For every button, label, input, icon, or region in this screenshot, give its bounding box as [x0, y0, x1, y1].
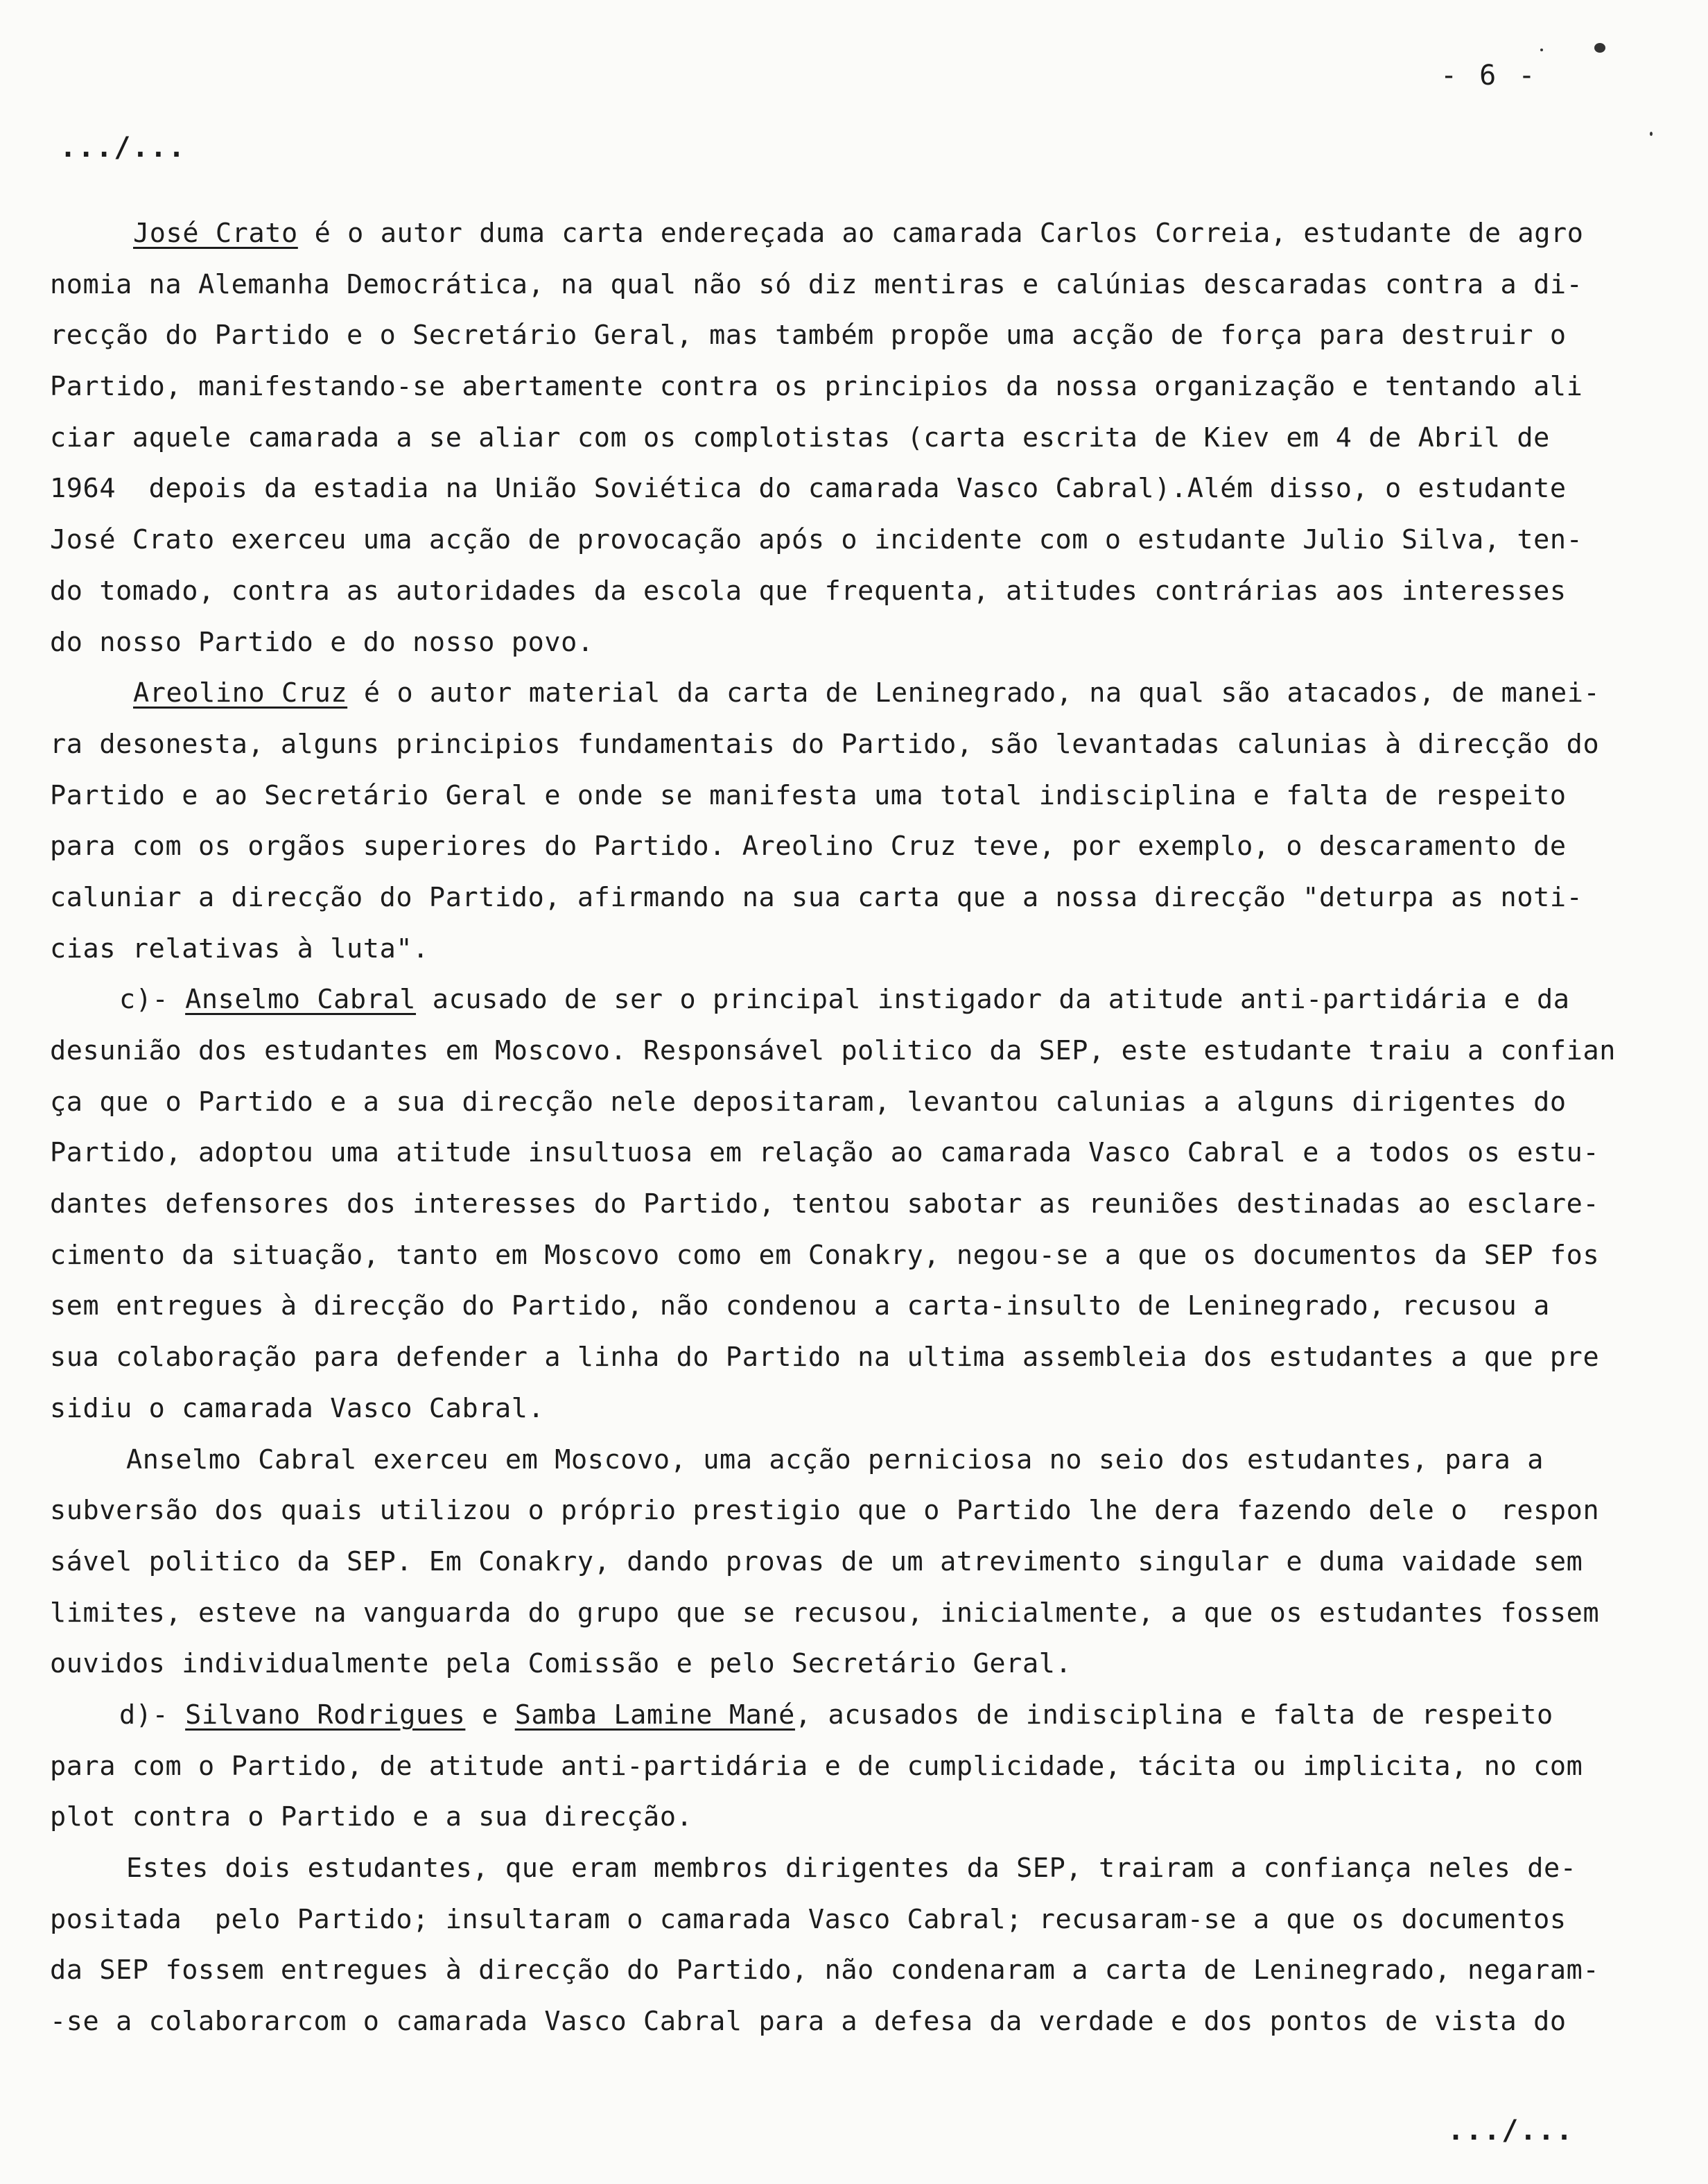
text-run: Estes dois estudantes, que eram membros dirigentes da SEP, trairam a confiança neles de- [126, 1853, 1577, 1884]
paragraph [50, 1690, 1585, 1843]
paragraph [50, 974, 1616, 1434]
text-line [50, 719, 1600, 770]
text-run: 1964 depois da estadia na União Soviética do camarada Vasco Cabral).Além disso, o estudante [50, 473, 1567, 505]
text-run: Partido e ao Secretário Geral e onde se manifesta uma total indisciplina e falta de respeito [50, 779, 1567, 811]
text-run: e [465, 1699, 515, 1731]
text-line [50, 1690, 1585, 1741]
text-run: positada pelo Partido; insultaram o camarada Vasco Cabral; recusaram-se a que os documentos [50, 1903, 1567, 1935]
ink-speck [1650, 132, 1653, 136]
text-line [50, 1025, 1616, 1077]
text-line [50, 974, 1585, 1025]
text-run: é o autor material da carta de Leninegrado, na qual são atacados, de manei- [347, 677, 1601, 709]
text-run: , acusados de indisciplina e falta de respeito [794, 1699, 1553, 1731]
text-run: dantes defensores dos interesses do Partido, tentou sabotar as reuniões destinadas ao esclare- [50, 1188, 1600, 1220]
text-line [50, 1230, 1600, 1281]
underlined-name: Silvano Rodrigues [185, 1699, 466, 1731]
text-line [50, 413, 1585, 464]
text-line [50, 514, 1585, 566]
text-run: recção do Partido e o Secretário Geral, mas também propõe uma acção de força para destruir o [50, 320, 1567, 352]
paragraph [50, 208, 1585, 668]
text-line [50, 1945, 1600, 1996]
text-line [50, 1536, 1585, 1588]
continuation-marker-top: .../... [60, 132, 186, 164]
text-line [50, 872, 1585, 924]
text-run: cimento da situação, tanto em Moscovo como em Conakry, negou-se a que os documentos da SEP fos [50, 1239, 1600, 1271]
text-run: da SEP fossem entregues à direcção do Partido, não condenaram a carta de Leninegrado, negaram- [50, 1955, 1600, 1986]
text-run: ça que o Partido e a sua direcção nele depositaram, levantou calunias a alguns dirigentes do [50, 1086, 1567, 1118]
text-run: José Crato exerceu uma acção de provocação após o incidente com o estudante Julio Silva, ten- [50, 524, 1583, 556]
text-run: para com os orgãos superiores do Partido. Areolino Cruz teve, por exemplo, o descaramento de [50, 831, 1567, 863]
text-line [50, 310, 1585, 361]
page-number: - 6 - [1440, 60, 1538, 92]
text-run: Partido, manifestando-se abertamente contra os principios da nossa organização e tentando ali [50, 371, 1583, 403]
text-line [50, 1792, 1585, 1843]
underlined-name: Anselmo Cabral [185, 984, 417, 1016]
text-run: caluniar a direcção do Partido, afirmando na sua carta que a nossa direcção "deturpa as noti- [50, 881, 1583, 913]
text-run: acusado de ser o principal instigador da atitude anti-partidária e da [416, 984, 1570, 1016]
continuation-marker-bottom: .../... [1447, 2115, 1574, 2147]
text-line [50, 770, 1585, 822]
text-run: sua colaboração para defender a linha do Partido na ultima assembleia dos estudantes a que pre [50, 1342, 1600, 1373]
underlined-name: Areolino Cruz [133, 677, 348, 709]
ink-speck [1540, 49, 1543, 51]
underlined-name: Samba Lamine Mané [514, 1699, 795, 1731]
text-line [50, 463, 1585, 514]
paragraph [50, 668, 1601, 974]
text-line [50, 208, 1585, 259]
text-line [50, 821, 1585, 872]
text-line [50, 1485, 1600, 1536]
text-run: subversão dos quais utilizou o próprio prestigio que o Partido lhe dera fazendo dele o respon [50, 1495, 1600, 1527]
text-run: Anselmo Cabral exerceu em Moscovo, uma acção perniciosa no seio dos estudantes, para a [126, 1444, 1544, 1475]
text-run: do nosso Partido e do nosso povo. [50, 626, 594, 658]
paragraph [50, 1435, 1600, 1690]
text-run: c)- [119, 984, 186, 1016]
text-line [50, 1127, 1600, 1179]
text-line [50, 617, 1585, 668]
text-line [50, 361, 1585, 413]
text-line [50, 1281, 1585, 1332]
text-run: plot contra o Partido e a sua direcção. [50, 1801, 693, 1833]
text-run: nomia na Alemanha Democrática, na qual não só diz mentiras e calúnias descaradas contra a di- [50, 268, 1583, 300]
text-run: Partido, adoptou uma atitude insultuosa em relação ao camarada Vasco Cabral e a todos os estu- [50, 1137, 1600, 1169]
text-line [50, 566, 1585, 617]
text-line [50, 924, 1585, 975]
text-line [50, 1996, 1585, 2047]
text-line [50, 1843, 1585, 1894]
text-run: cias relativas à luta". [50, 933, 429, 964]
ink-speck [1594, 43, 1605, 53]
text-line [50, 1638, 1585, 1690]
text-run: ra desonesta, alguns principios fundamentais do Partido, são levantadas calunias à direcção do [50, 728, 1600, 760]
text-run: sidiu o camarada Vasco Cabral. [50, 1392, 545, 1424]
text-run: limites, esteve na vanguarda do grupo que se recusou, inicialmente, a que os estudantes fossem [50, 1597, 1600, 1629]
text-run: sável politico da SEP. Em Conakry, dando provas de um atrevimento singular e duma vaidade sem [50, 1545, 1583, 1577]
text-line [50, 1741, 1585, 1792]
paragraph [50, 1843, 1600, 2047]
text-line [50, 1077, 1585, 1128]
text-run: sem entregues à direcção do Partido, não condenou a carta-insulto de Leninegrado, recusou a [50, 1290, 1550, 1322]
text-line [50, 1332, 1600, 1383]
text-line [50, 1179, 1600, 1230]
text-run: desunião dos estudantes em Moscovo. Responsável politico da SEP, este estudante traiu a confian [50, 1035, 1616, 1066]
text-run: do tomado, contra as autoridades da escola que frequenta, atitudes contrárias aos interesses [50, 575, 1567, 607]
underlined-name: José Crato [133, 218, 298, 249]
text-line [50, 1435, 1585, 1486]
text-line [50, 1383, 1585, 1435]
document-body [50, 208, 1616, 2047]
text-run: ouvidos individualmente pela Comissão e pelo Secretário Geral. [50, 1648, 1072, 1680]
text-line [50, 1894, 1585, 1945]
text-line [50, 668, 1601, 719]
text-line [50, 1588, 1600, 1639]
text-run: -se a colaborarcom o camarada Vasco Cabral para a defesa da verdade e dos pontos de vista do [50, 2006, 1567, 2038]
text-run: para com o Partido, de atitude anti-partidária e de cumplicidade, tácita ou implicita, no com [50, 1750, 1583, 1782]
text-run: ciar aquele camarada a se aliar com os complotistas (carta escrita de Kiev em 4 de Abril de [50, 422, 1550, 453]
text-run: é o autor duma carta endereçada ao camarada Carlos Correia, estudante de agro [297, 218, 1584, 249]
text-line [50, 259, 1585, 311]
text-run: d)- [119, 1699, 186, 1731]
